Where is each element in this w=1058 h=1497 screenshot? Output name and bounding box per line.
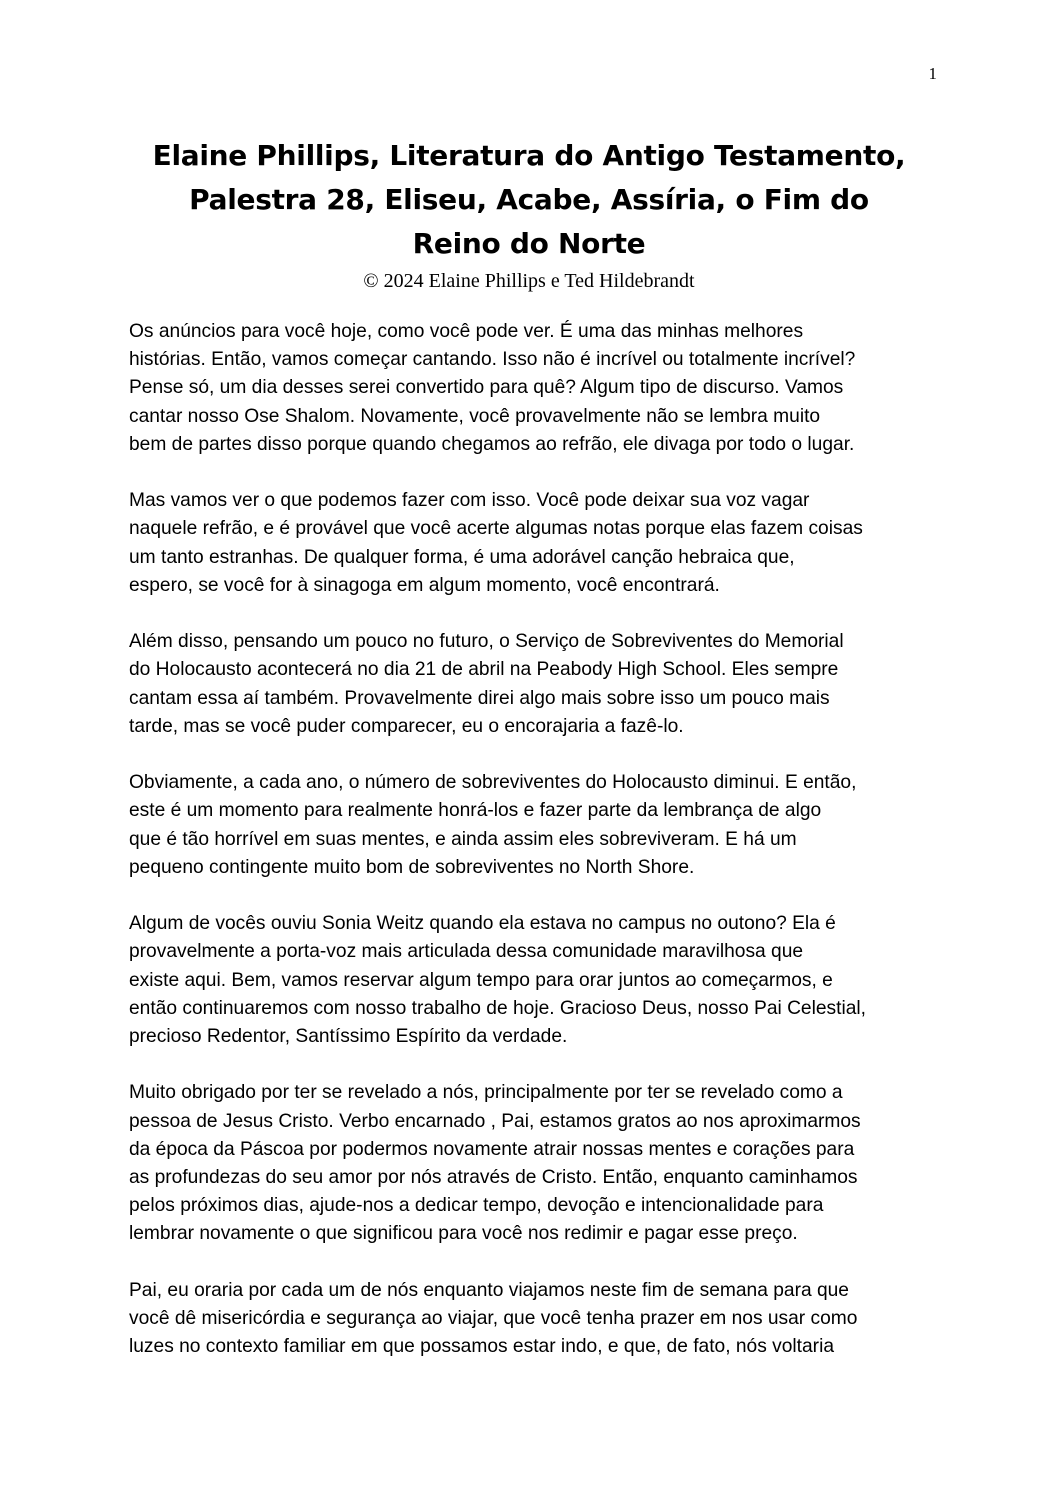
text-line: do Holocausto acontecerá no dia 21 de abril na Peabody High School. Eles sempre: [129, 659, 839, 681]
copyright-notice: © 2024 Elaine Phillips e Ted Hildebrandt: [363, 270, 695, 292]
paragraph: [129, 1079, 941, 1248]
text-line: que é tão horrível em suas mentes, e ainda assim eles sobreviveram. E há um: [129, 828, 797, 850]
text-line: precioso Redentor, Santíssimo Espírito da verdade.: [129, 1026, 568, 1048]
text-line: luzes no contexto familiar em que possamos estar indo, e que, de fato, nós voltaria: [129, 1336, 835, 1358]
text-line: cantam essa aí também. Provavelmente direi algo mais sobre isso um pouco mais: [129, 687, 830, 709]
text-line: este é um momento para realmente honrá-los e fazer parte da lembrança de algo: [129, 800, 822, 822]
text-line: Além disso, pensando um pouco no futuro, o Serviço de Sobreviventes do Memorial: [129, 631, 844, 653]
text-line: pelos próximos dias, ajude-nos a dedicar tempo, devoção e intencionalidade para: [129, 1195, 824, 1217]
text-line: Muito obrigado por ter se revelado a nós, principalmente por ter se revelado como a: [129, 1082, 843, 1104]
text-line: então continuaremos com nosso trabalho de hoje. Gracioso Deus, nosso Pai Celestial,: [129, 997, 866, 1019]
paragraph: [129, 769, 941, 882]
text-line: cantar nosso Ose Shalom. Novamente, você provavelmente não se lembra muito: [129, 405, 821, 427]
text-line: Pense só, um dia desses serei convertido para quê? Algum tipo de discurso. Vamos: [129, 377, 844, 399]
text-line: pessoa de Jesus Cristo. Verbo encarnado , Pai, estamos gratos ao nos aproximarmos: [129, 1110, 861, 1132]
text-line: da época da Páscoa por podermos novamente atrair nossas mentes e corações para: [129, 1138, 855, 1160]
paragraph: [129, 318, 941, 459]
text-line: Algum de vocês ouviu Sonia Weitz quando ela estava no campus no outono? Ela é: [129, 913, 836, 935]
paragraph: [129, 487, 941, 600]
text-line: as profundezas do seu amor por nós através de Cristo. Então, enquanto caminhamos: [129, 1167, 858, 1189]
paragraph: [129, 910, 941, 1051]
text-line: provavelmente a porta-voz mais articulada dessa comunidade maravilhosa que: [129, 941, 804, 963]
text-line: lembrar novamente o que significou para você nos redimir e pagar esse preço.: [129, 1223, 798, 1245]
document-title: [100, 134, 958, 266]
text-line: Os anúncios para você hoje, como você pode ver. É uma das minhas melhores: [129, 321, 804, 342]
text-line: espero, se você for à sinagoga em algum momento, você encontrará.: [129, 574, 720, 596]
text-line: existe aqui. Bem, vamos reservar algum tempo para orar juntos ao começarmos, e: [129, 969, 833, 991]
title-line: Reino do Norte: [412, 227, 646, 260]
text-line: Obviamente, a cada ano, o número de sobreviventes do Holocausto diminui. E então,: [129, 772, 857, 794]
document-body: [129, 318, 941, 1390]
paragraph: [129, 1277, 941, 1362]
page-number: 1: [928, 64, 937, 83]
text-line: bem de partes disso porque quando chegamos ao refrão, ele divaga por todo o lugar.: [129, 433, 855, 455]
text-line: Mas vamos ver o que podemos fazer com isso. Você pode deixar sua voz vagar: [129, 490, 810, 512]
title-line: Elaine Phillips, Literatura do Antigo Testamento,: [152, 139, 906, 172]
text-line: naquele refrão, e é provável que você acerte algumas notas porque elas fazem coisas: [129, 518, 863, 540]
text-line: pequeno contingente muito bom de sobreviventes no North Shore.: [129, 856, 695, 878]
paragraph: [129, 628, 941, 741]
text-line: você dê misericórdia e segurança ao viajar, que você tenha prazer em nos usar como: [129, 1308, 858, 1330]
text-line: Pai, eu oraria por cada um de nós enquanto viajamos neste fim de semana para que: [129, 1279, 849, 1301]
title-line: Palestra 28, Eliseu, Acabe, Assíria, o Fim do: [189, 183, 869, 216]
text-line: um tanto estranhas. De qualquer forma, é uma adorável canção hebraica que,: [129, 546, 795, 568]
text-line: histórias. Então, vamos começar cantando. Isso não é incrível ou totalmente incrível?: [129, 349, 856, 371]
text-line: tarde, mas se você puder comparecer, eu o encorajaria a fazê-lo.: [129, 715, 684, 737]
